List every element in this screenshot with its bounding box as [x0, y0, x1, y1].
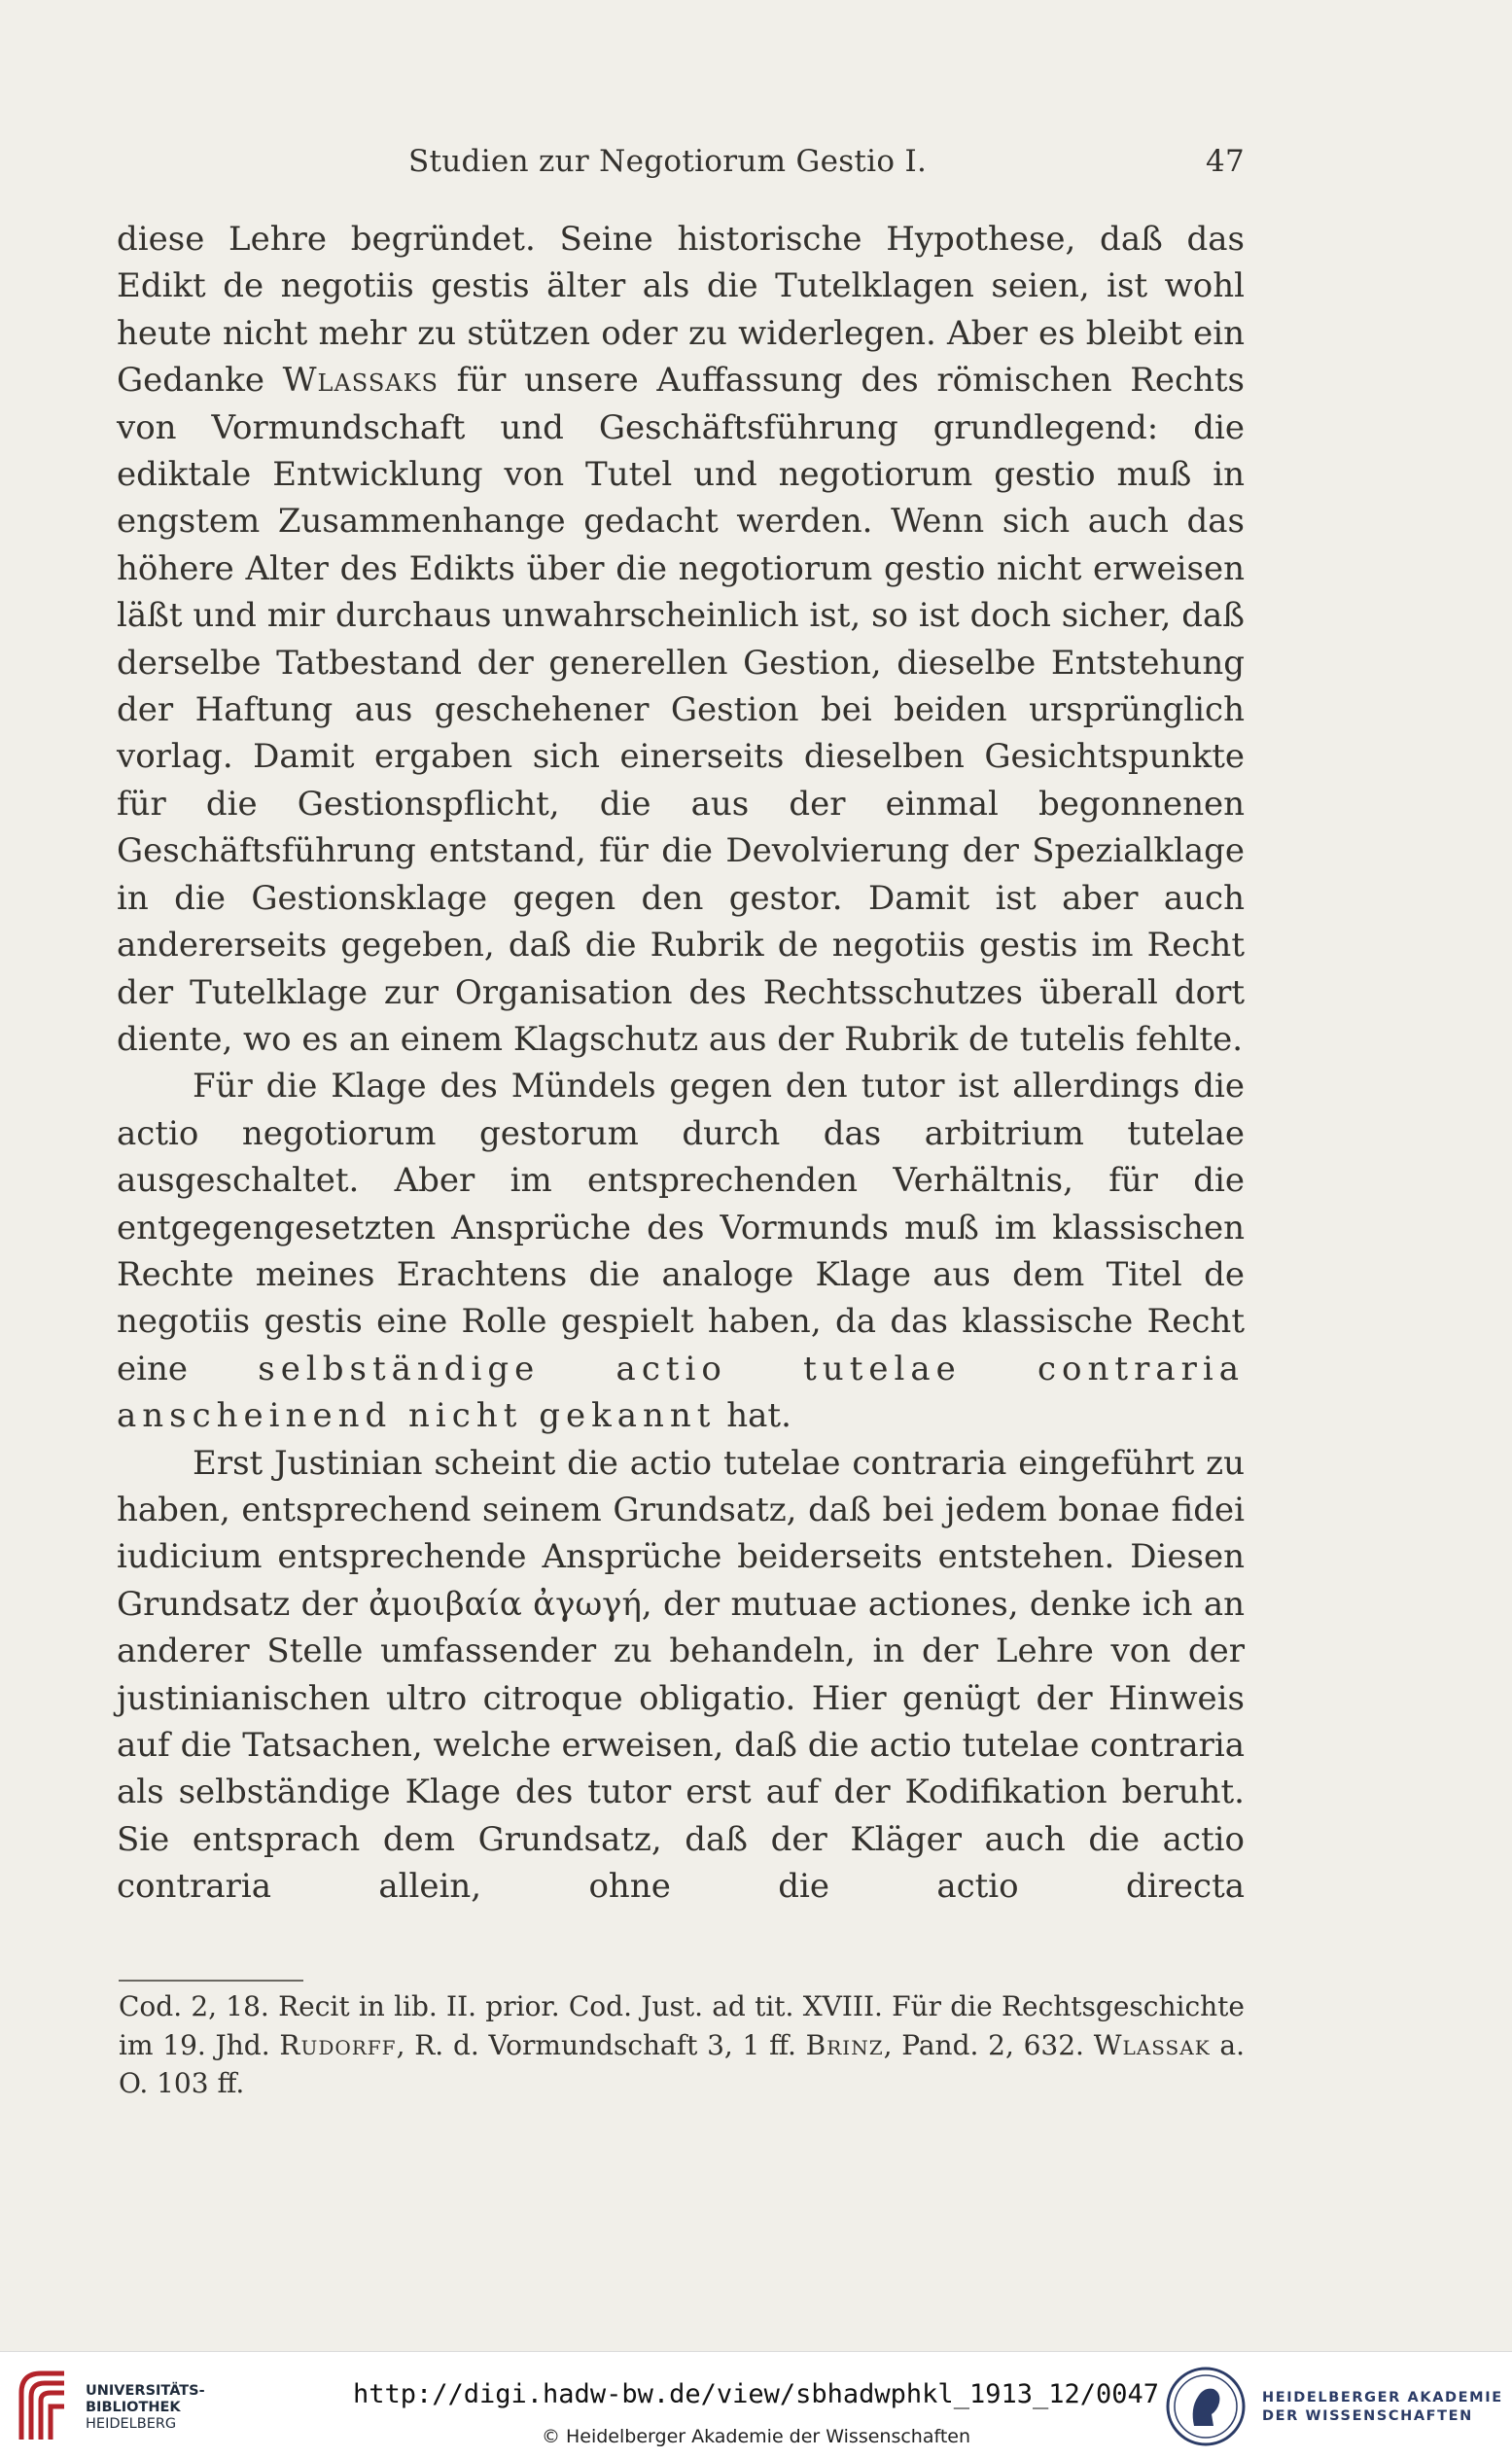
page-number: 47 [1205, 144, 1245, 179]
body-text [117, 216, 1245, 1911]
author-name-rudorff: Rudorff [279, 2028, 397, 2061]
text-run: , Pand. 2, 632. [883, 2028, 1094, 2061]
footer-bar [0, 2351, 1512, 2458]
text-run: Für die Klage des Mündels gegen den tutor ist allerdings die actio negotiorum gestorum durch das arbitrium tutelae ausgeschaltet. Aber im entsprechenden Verhältnis, für die entgegengesetzten Ansprüche des Vormunds muß im klassischen Rechte meines Erachtens die analoge Klage aus dem Titel de negotiis gestis eine Rolle gespielt haben, da das klassische Recht eine [117, 1067, 1245, 1388]
text-run: diese Lehre begründet. Seine historische Hypothese, daß das Edikt de negotiis gestis älter als die Tutelklagen seien, ist wohl heute nicht mehr zu stützen oder zu widerlegen. Aber es bleibt ein Gedanke [117, 220, 1245, 401]
text-run: hat. [716, 1396, 791, 1436]
paragraph-3 [117, 1440, 1245, 1911]
academy-line: HEIDELBERGER AKADEMIE [1262, 2390, 1503, 2405]
text-run: Cod. 2, 18. Recit in lib. II. prior. Cod. Just. ad tit. XVIII. Für die Rechtsgeschichte im 19. Jhd. [119, 1990, 1245, 2061]
text-run: , R. d. Vormundschaft 3, 1 ff. [396, 2028, 806, 2061]
footnote-rule [119, 1980, 303, 1982]
footnote-text [119, 1987, 1245, 2103]
author-name-brinz: Brinz [805, 2028, 884, 2061]
paragraph-2 [117, 1063, 1245, 1439]
academy-line: DER WISSENSCHAFTEN [1262, 2408, 1473, 2424]
text-run: für unsere Auffassung des römischen Rechts von Vormundschaft und Geschäftsführung grundlegend: die ediktale Entwicklung von Tutel und negotiorum gestio muß in engstem Zusammenhange gedacht werden. Wenn sich auch das höhere Alter des Edikts über die negotiorum gestio nicht erweisen läßt und mir durchaus unwahrscheinlich ist, so ist doch sicher, daß derselbe Tatbestand der generellen Gestion, dieselbe Entstehung der Haftung aus geschehener Gestion bei beiden ursprünglich vorlag. Damit ergaben sich einerseits dieselben Gesichtspunkte für die Gestionspflicht, die aus der einmal begonnenen Geschäftsführung entstand, für die Devolvierung der Spezialklage in die Gestionsklage gegen den gestor. Damit ist aber auch andererseits gegeben, daß die Rubrik de negotiis gestis im Recht der Tutelklage zur Organisation des Rechtsschutzes überall dort diente, wo es an einem Klagschutz aus der Rubrik de tutelis fehlte. [117, 361, 1246, 1059]
emphasized-text: selbständige actio tutelae contraria anscheinend nicht gekannt [117, 1349, 1245, 1436]
author-name-wlassak: Wlassaks [282, 361, 439, 401]
copyright-notice: © Heidelberger Akademie der Wissenschaften [541, 2426, 971, 2447]
permalink-url[interactable]: http://digi.hadw-bw.de/view/sbhadwphkl_1913_12/0047 [352, 2379, 1160, 2409]
author-name-wlassak: Wlassak [1093, 2028, 1211, 2061]
text-run: a. O. 103 ff. [119, 2028, 1245, 2099]
text-run: Erst Justinian scheint die actio tutelae contraria eingeführt zu haben, entsprechend seinem Grundsatz, daß bei jedem bonae fidei iudicium entsprechende Ansprüche beiderseits entstehen. Diesen Grundsatz der ἀμοιβαία ἀγωγή, der mutuae actiones, denke ich an anderer Stelle umfassender zu behandeln, in der Lehre von der justinianischen ultro citroque obligatio. Hier genügt der Hinweis auf die Tatsachen, welche erweisen, daß die actio tutelae contraria als selbständige Klage des tutor erst auf der Kodifikation beruht. Sie entsprach dem Grundsatz, daß der Kläger auch die actio contraria allein, ohne die actio directa [117, 1443, 1245, 1907]
academy-seal-icon [1165, 2366, 1247, 2447]
library-line: UNIVERSITÄTS- [86, 2383, 205, 2399]
paragraph-1 [117, 216, 1245, 1063]
library-line: HEIDELBERG [86, 2416, 177, 2432]
library-line: BIBLIOTHEK [86, 2400, 181, 2415]
footnote [119, 1987, 1245, 2103]
running-title: Studien zur Negotiorum Gestio I. [408, 144, 928, 179]
academy-name [1262, 2389, 1503, 2426]
